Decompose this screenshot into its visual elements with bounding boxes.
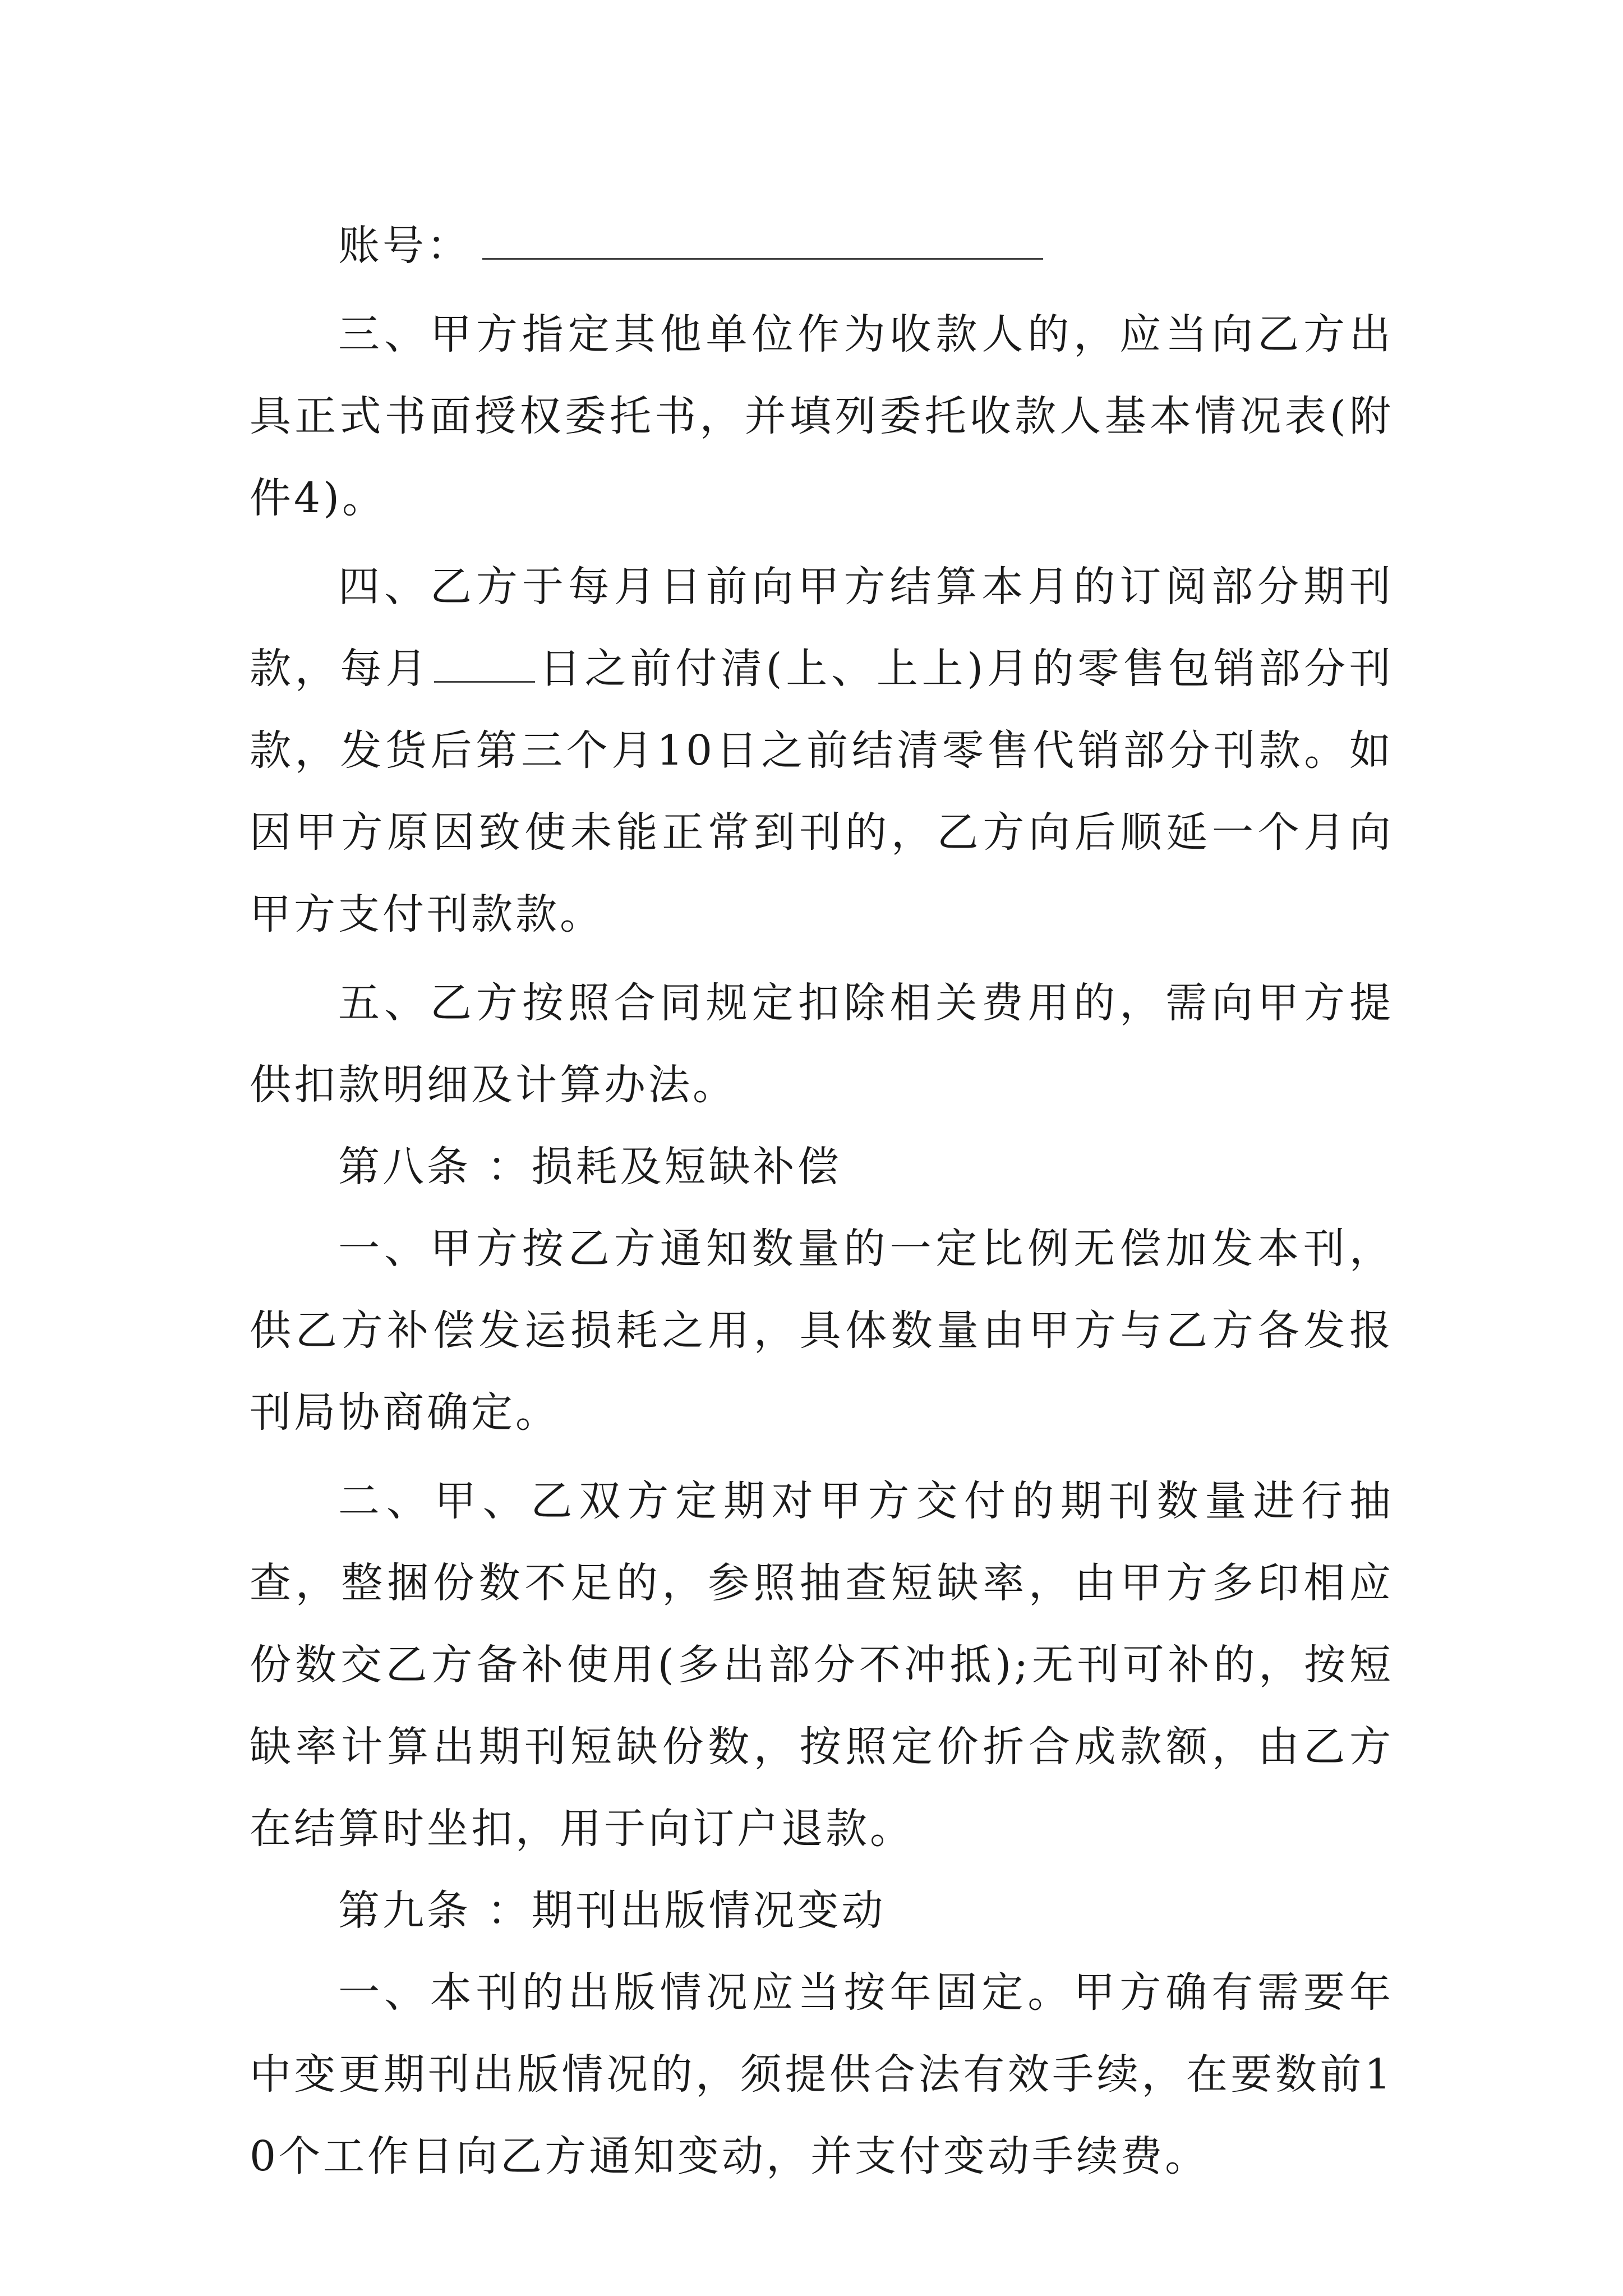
article-nine-title: 第九条 ：期刊出版情况变动 [338, 1887, 886, 1935]
paragraph-five: 五、乙方按照合同规定扣除相关费用的，需向甲方提供扣款明细及计算办法。 [250, 979, 1394, 1109]
account-line [250, 205, 1394, 287]
day-blank-line [434, 650, 535, 683]
paragraph-four-part-a: 四、乙方于每月日前向甲方结算本月的订阅部分期刊款，每月 [250, 563, 1394, 693]
document-body [250, 205, 1394, 2197]
article-eight-title: 第八条 ：损耗及短缺补偿 [338, 1143, 842, 1191]
paragraph-three: 三、甲方指定其他单位作为收款人的，应当向乙方出具正式书面授权委托书，并填列委托收款人基本情况表(附件4)。 [250, 310, 1394, 522]
article-eight-clause-one: 一、甲方按乙方通知数量的一定比例无偿加发本刊，供乙方补偿发运损耗之用，具体数量由甲方与乙方各发报刊局协商确定。 [250, 1225, 1394, 1437]
article-nine-clause-one: 一、本刊的出版情况应当按年固定。甲方确有需要年中变更期刊出版情况的，须提供合法有效手续，在要数前10个工作日向乙方通知变动，并支付变动手续费。 [250, 1968, 1394, 2180]
paragraph-four-part-b: 日之前付清(上、上上)月的零售包销部分刊款，发货后第三个月10日之前结清零售代销部分刊款。如因甲方原因致使未能正常到刊的，乙方向后顺延一个月向甲方支付刊款款。 [250, 645, 1394, 938]
article-eight-clause-two: 二、甲、乙双方定期对甲方交付的期刊数量进行抽查，整捆份数不足的，参照抽查短缺率，由甲方多印相应份数交乙方备补使用(多出部分不冲抵);无刊可补的，按短缺率计算出期刊短缺份数，按照定价折合成款额，由乙方在结算时坐扣，用于向订户退款。 [250, 1477, 1394, 1853]
account-label: 账号： [338, 222, 471, 270]
paragraph-four [250, 546, 1394, 955]
account-blank-line [482, 227, 1043, 260]
